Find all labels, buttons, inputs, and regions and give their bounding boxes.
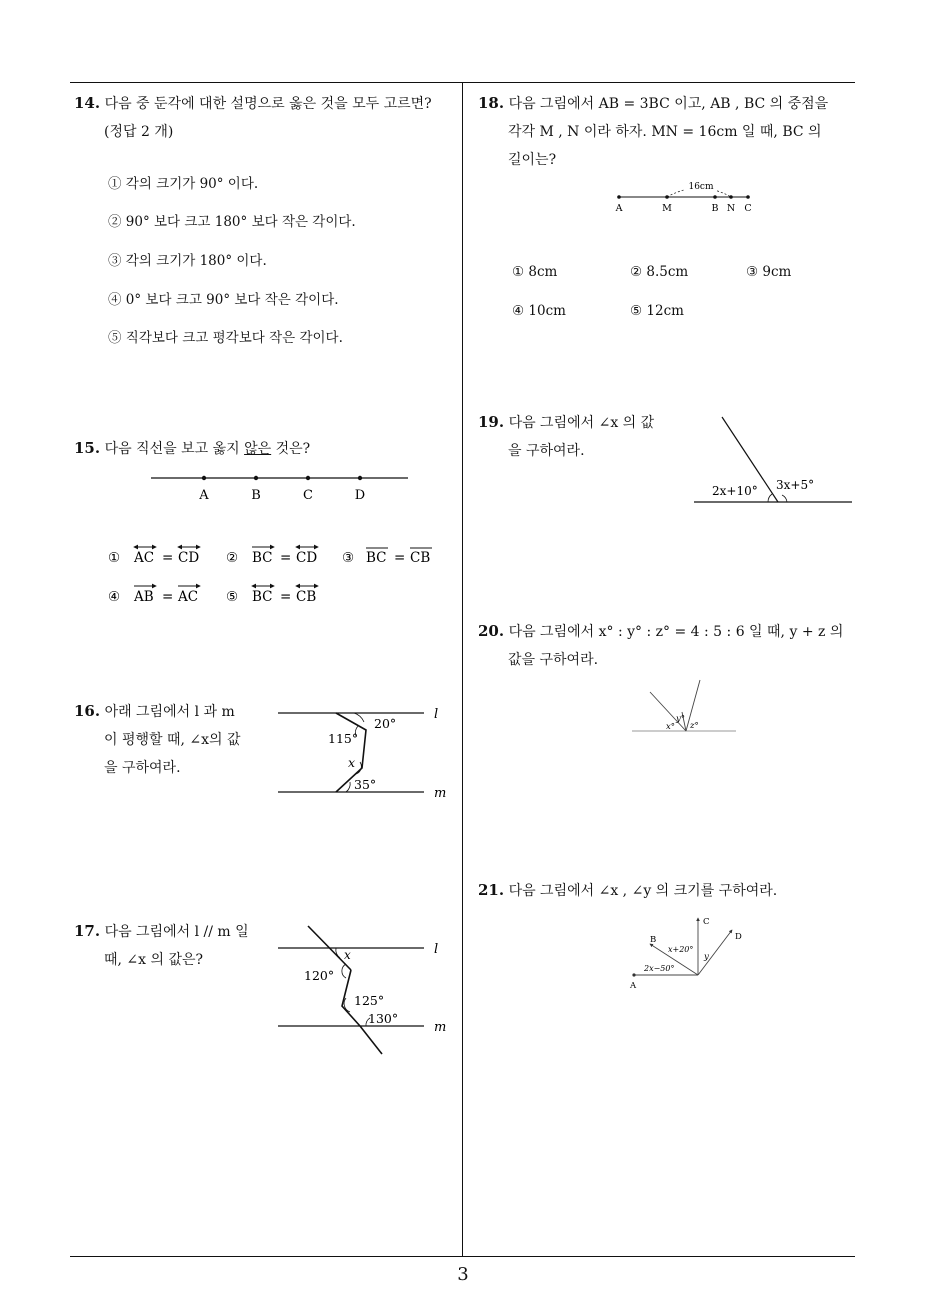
question-text-line2: 을 구하여라. <box>508 443 585 459</box>
svg-text:CD: CD <box>296 550 318 566</box>
column-divider <box>462 83 463 1256</box>
q15-option-4[interactable] <box>108 586 200 605</box>
question-text-underlined: 않은 <box>244 441 272 457</box>
point-c-label: C <box>303 488 313 503</box>
angle-x-label: x <box>344 948 351 962</box>
point-m-label: M <box>662 203 672 214</box>
svg-text:④: ④ <box>108 589 121 605</box>
angle-x-label: x <box>348 755 356 770</box>
svg-text:CB: CB <box>296 589 317 605</box>
question-text-line2: 값을 구하여라. <box>508 652 599 668</box>
point-n-label: N <box>726 203 736 214</box>
svg-text:①: ① <box>108 550 121 566</box>
svg-text:⑤: ⑤ <box>226 589 239 605</box>
svg-text:BC: BC <box>366 550 387 566</box>
q15-option-5[interactable] <box>226 586 318 605</box>
question-19 <box>478 408 654 465</box>
point-b-label: B <box>650 935 657 945</box>
question-21 <box>478 876 777 905</box>
question-text-end: 것은? <box>271 441 311 457</box>
question-number: 17. <box>74 922 101 940</box>
question-text-line3: 길이는? <box>508 152 557 168</box>
question-text-line1: 다음 그림에서 ∠x 의 값 <box>508 415 655 431</box>
question-number: 20. <box>478 622 505 640</box>
line-m-label: m <box>434 786 447 801</box>
question-18 <box>478 89 828 174</box>
q15-option-1[interactable] <box>108 547 200 566</box>
svg-text:=: = <box>280 550 292 566</box>
question-17 <box>74 917 249 974</box>
angle-130-label: 130° <box>368 1011 399 1026</box>
point-b-label: B <box>711 203 719 214</box>
point-a-label: A <box>199 488 209 503</box>
q14-option-4[interactable]: ④ 0° 보다 크고 90° 보다 작은 각이다. <box>108 292 339 308</box>
point-d-label: D <box>735 932 742 942</box>
question-number: 21. <box>478 881 505 899</box>
point-a-label: A <box>630 981 637 991</box>
q15-options <box>104 538 444 610</box>
question-text-line1: 다음 그림에서 x° : y° : z° = 4 : 5 : 6 일 때, y + z 의 <box>508 624 844 640</box>
question-number: 14. <box>74 94 101 112</box>
question-text-line1: 다음 그림에서 AB = 3BC 이고, AB , BC 의 중점을 <box>508 96 829 112</box>
q14-option-2[interactable]: ② 90° 보다 크고 180° 보다 작은 각이다. <box>108 214 356 230</box>
question-text-line3: 을 구하여라. <box>104 760 181 776</box>
line-l-label: l <box>434 942 439 957</box>
angle-125-label: 125° <box>354 993 385 1008</box>
svg-text:BC: BC <box>252 589 273 605</box>
angle-y-label: y° <box>676 714 686 724</box>
bottom-rule <box>70 1256 855 1257</box>
q21-angle-figure <box>620 912 760 992</box>
q18-segment-figure <box>610 178 760 218</box>
svg-text:CD: CD <box>178 550 200 566</box>
q15-option-2[interactable] <box>226 547 318 566</box>
point-c-label: C <box>744 203 752 214</box>
svg-text:②: ② <box>226 550 239 566</box>
q18-option-2[interactable]: ② 8.5cm <box>630 264 689 280</box>
line-l-label: l <box>434 707 439 722</box>
angle-x-plus-20-label: x+20° <box>668 945 694 954</box>
q17-parallel-lines-figure <box>278 922 458 1058</box>
angle-120-label: 120° <box>304 968 335 983</box>
svg-text:=: = <box>162 589 174 605</box>
angle-x-label: x° <box>666 722 676 732</box>
svg-text:CB: CB <box>410 550 431 566</box>
svg-text:=: = <box>280 589 292 605</box>
point-a-label: A <box>615 203 623 214</box>
angle-35-label: 35° <box>354 777 377 792</box>
q18-option-3[interactable]: ③ 9cm <box>746 264 792 280</box>
angle-y-label: y <box>704 952 709 962</box>
page-number: 3 <box>457 1264 469 1285</box>
angle-20-label: 20° <box>374 716 397 731</box>
question-text: 다음 직선을 보고 옳지 <box>104 441 245 457</box>
q18-option-1[interactable]: ① 8cm <box>512 264 558 280</box>
question-number: 15. <box>74 439 101 457</box>
question-20 <box>478 617 843 674</box>
question-text-line1: 다음 그림에서 ∠x , ∠y 의 크기를 구하여라. <box>508 883 778 899</box>
line-m-label: m <box>434 1020 447 1035</box>
q18-option-4[interactable]: ④ 10cm <box>512 303 566 319</box>
q20-angle-figure <box>628 676 740 738</box>
svg-text:AC: AC <box>134 550 155 566</box>
question-text-line1: 아래 그림에서 l 과 m <box>104 704 235 720</box>
q15-option-3[interactable] <box>342 548 432 566</box>
question-text-line2: 각각 M , N 이라 하자. MN = 16cm 일 때, BC 의 <box>508 124 822 140</box>
question-text: 다음 중 둔각에 대한 설명으로 옳은 것을 모두 고르면? <box>104 96 432 112</box>
q16-parallel-lines-figure <box>278 700 458 806</box>
svg-text:AB: AB <box>134 589 154 605</box>
point-b-label: B <box>251 488 261 503</box>
q18-option-5[interactable]: ⑤ 12cm <box>630 303 684 319</box>
question-note: (정답 2 개) <box>104 124 174 140</box>
angle-left-label: 2x+10° <box>712 484 758 498</box>
question-16 <box>74 697 241 782</box>
svg-text:=: = <box>162 550 174 566</box>
question-text-line2: 때, ∠x 의 값은? <box>104 952 204 968</box>
angle-right-label: 3x+5° <box>776 478 815 492</box>
point-c-label: C <box>703 917 710 927</box>
q14-option-3[interactable]: ③ 각의 크기가 180° 이다. <box>108 253 267 269</box>
svg-text:BC: BC <box>252 550 273 566</box>
q14-option-5[interactable]: ⑤ 직각보다 크고 평각보다 작은 각이다. <box>108 330 343 346</box>
q14-option-1[interactable]: ① 각의 크기가 90° 이다. <box>108 176 259 192</box>
question-number: 16. <box>74 702 101 720</box>
question-text-line1: 다음 그림에서 l // m 일 <box>104 924 249 940</box>
svg-text:=: = <box>394 550 406 566</box>
angle-2x-minus-50-label: 2x−50° <box>644 964 675 973</box>
distance-16cm-label: 16cm <box>688 182 714 192</box>
point-d-label: D <box>354 488 366 503</box>
svg-text:AC: AC <box>178 589 199 605</box>
svg-text:③: ③ <box>342 550 355 566</box>
q15-line-figure <box>150 468 412 504</box>
question-number: 19. <box>478 413 505 431</box>
question-text-line2: 이 평행할 때, ∠x의 값 <box>104 732 241 748</box>
question-15 <box>74 434 310 463</box>
q19-angle-figure <box>690 412 856 508</box>
angle-z-label: z° <box>690 721 699 731</box>
question-14 <box>74 89 432 146</box>
question-number: 18. <box>478 94 505 112</box>
angle-115-label: 115° <box>328 731 359 746</box>
